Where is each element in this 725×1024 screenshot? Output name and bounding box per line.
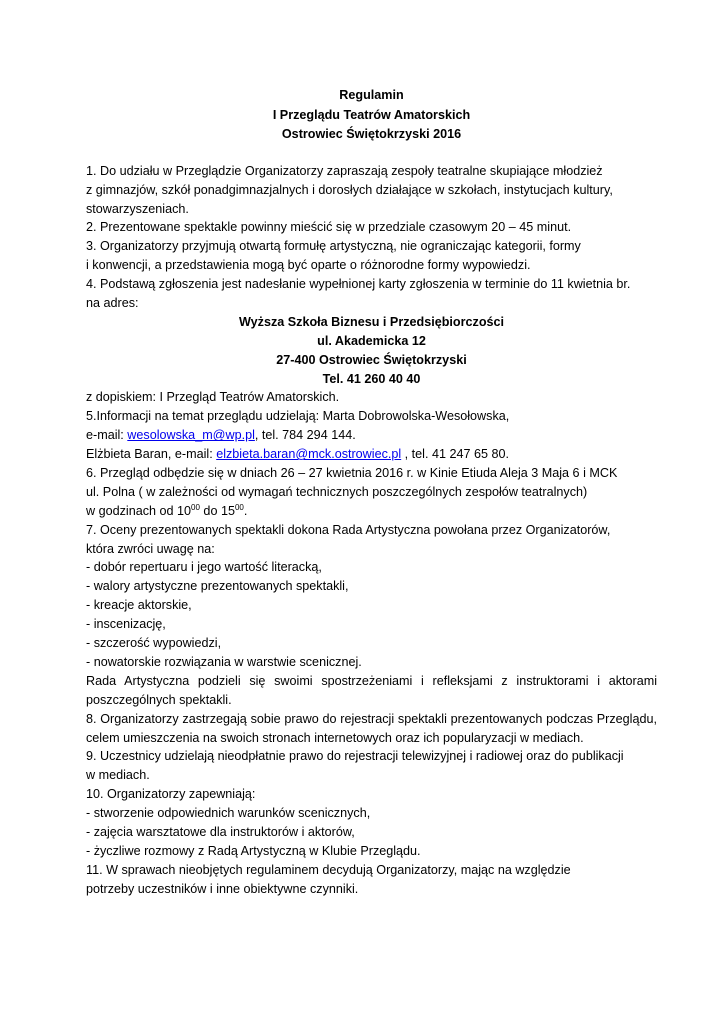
section-1 <box>86 162 657 219</box>
hours-start-text: w godzinach od 10 <box>86 503 192 518</box>
section-11-line-1: 11. W sprawach nieobjętych regulaminem decydują Organizatorzy, mając na względzie <box>86 862 571 877</box>
phone-text-1: , tel. 784 294 144. <box>254 428 356 443</box>
list-item: - inscenizację, <box>86 617 166 632</box>
rada-line-2: poszczególnych spektakli. <box>86 692 232 707</box>
email-link-wesolowska[interactable]: wesolowska_m@wp.pl <box>127 428 255 443</box>
list-item: - dobór repertuaru i jego wartość literacką, <box>86 560 322 575</box>
hours-start-minutes: 00 <box>191 502 200 512</box>
spacer <box>86 145 657 162</box>
section-10 <box>86 785 657 861</box>
address-city: 27-400 Ostrowiec Świętokrzyski <box>276 352 467 367</box>
section-5-line-3 <box>86 445 657 464</box>
hours-period: . <box>243 503 248 518</box>
section-3-line-2: i konwencji, a przedstawienia mogą być oparte o różnorodne formy wypowiedzi. <box>86 258 531 273</box>
address-block <box>86 313 657 389</box>
title-line-1: Regulamin <box>339 88 404 102</box>
phone-text-2: , tel. 41 247 65 80. <box>401 447 510 462</box>
annotation-line: z dopiskiem: I Przegląd Teatrów Amatorskich. <box>86 390 340 405</box>
address-name: Wyższa Szkoła Biznesu i Przedsiębiorczości <box>238 314 505 329</box>
section-11 <box>86 861 657 899</box>
section-9-line-1: 9. Uczestnicy udzielają nieodpłatnie prawo do rejestracji telewizyjnej i radiowej oraz do publikacji <box>86 749 624 764</box>
section-1-line-3: stowarzyszeniach. <box>86 201 189 216</box>
section-3 <box>86 237 657 275</box>
list-item: - życzliwe rozmowy z Radą Artystyczną w Klubie Przeglądu. <box>86 843 421 858</box>
hours-end-minutes: 00 <box>234 502 244 512</box>
section-7-line-1: 7. Oceny prezentowanych spektakli dokona Rada Artystyczna powołana przez Organizatorów, <box>86 522 611 537</box>
section-6-line-2: ul. Polna ( w zależności od wymagań technicznych poszczególnych zespołów teatralnych) <box>86 484 588 499</box>
document-title <box>86 86 657 145</box>
section-1-line-1: 1. Do udziału w Przeglądzie Organizatorzy zapraszają zespoły teatralne skupiające młodzież <box>86 163 603 178</box>
section-8-line-1: 8. Organizatorzy zastrzegają sobie prawo do rejestracji spektakli prezentowanych podczas Przeglądu, <box>86 711 657 726</box>
section-3-line-1: 3. Organizatorzy przyjmują otwartą formułę artystyczną, nie ograniczając kategorii, formy <box>86 239 581 254</box>
section-8 <box>86 710 657 748</box>
section-1-line-2: z gimnazjów, szkół ponadgimnazjalnych i dorosłych działające w szkołach, instytucjach kultury, <box>86 182 613 197</box>
list-item: - szczerość wypowiedzi, <box>86 636 222 651</box>
section-11-line-2: potrzeby uczestników i inne obiektywne czynniki. <box>86 881 359 896</box>
list-item: - zajęcia warsztatowe dla instruktorów i aktorów, <box>86 824 355 839</box>
title-line-2: I Przeglądu Teatrów Amatorskich <box>272 107 471 122</box>
email-label: e-mail: <box>86 428 128 443</box>
list-item: - stworzenie odpowiednich warunków scenicznych, <box>86 806 371 821</box>
section-9 <box>86 747 657 785</box>
section-4-line-1: 4. Podstawą zgłoszenia jest nadesłanie wypełnionej karty zgłoszenia w terminie do 11 kwietnia br. <box>86 277 631 292</box>
section-5 <box>86 407 657 464</box>
section-5-line-1: 5.Informacji na temat przeglądu udzielają: Marta Dobrowolska-Wesołowska, <box>86 409 510 424</box>
contact-2-label: Elżbieta Baran, e-mail: <box>86 447 217 462</box>
email-link-baran[interactable]: elzbieta.baran@mck.ostrowiec.pl <box>216 447 402 462</box>
title-line-3: Ostrowiec Świętokrzyski 2016 <box>281 127 462 142</box>
section-8-line-2: celem umieszczenia na swoich stronach internetowych oraz ich popularyzacji w mediach. <box>86 730 584 745</box>
section-5-line-2 <box>86 426 657 445</box>
hours-end-text: do 15 <box>199 503 235 518</box>
address-phone: Tel. 41 260 40 40 <box>322 371 421 386</box>
section-4 <box>86 275 657 313</box>
section-6-hours <box>86 502 657 521</box>
list-item: - kreacje aktorskie, <box>86 598 192 613</box>
section-6 <box>86 464 657 521</box>
section-6-line-1: 6. Przegląd odbędzie się w dniach 26 – 27 kwietnia 2016 r. w Kinie Etiuda Aleja 3 Maja 6 i MCK <box>86 466 618 481</box>
address-street: ul. Akademicka 12 <box>317 333 426 348</box>
list-item: - nowatorskie rozwiązania w warstwie scenicznej. <box>86 654 362 669</box>
section-7-line-2: która zwróci uwagę na: <box>86 541 215 556</box>
section-4-line-2: na adres: <box>86 296 139 311</box>
section-2: 2. Prezentowane spektakle powinny mieścić się w przedziale czasowym 20 – 45 minut. <box>86 220 572 235</box>
section-10-line-1: 10. Organizatorzy zapewniają: <box>86 787 256 802</box>
section-9-line-2: w mediach. <box>86 768 150 783</box>
section-7 <box>86 521 657 710</box>
list-item: - walory artystyczne prezentowanych spektakli, <box>86 579 349 594</box>
rada-line-1: Rada Artystyczna podzieli się swoimi spostrzeżeniami i refleksjami z instruktorami i aktorami <box>86 673 657 688</box>
